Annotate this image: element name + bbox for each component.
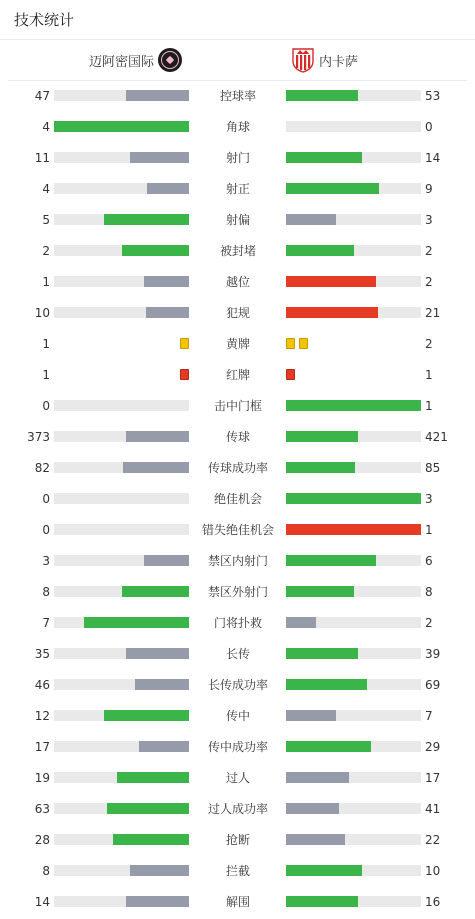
away-value: 2 — [425, 275, 433, 289]
away-bar — [286, 431, 421, 442]
away-bar — [286, 307, 421, 318]
home-bar-fill — [123, 462, 189, 473]
stat-label: 角球 — [225, 120, 250, 134]
home-value: 5 — [42, 213, 50, 227]
home-value: 3 — [42, 554, 50, 568]
away-value: 8 — [425, 585, 433, 599]
away-value: 39 — [425, 647, 441, 661]
stat-label: 禁区内射门 — [207, 554, 268, 568]
stat-label: 射偏 — [225, 213, 250, 227]
stat-label: 击中门框 — [213, 399, 262, 413]
home-bar — [54, 431, 189, 442]
away-value: 0 — [425, 120, 433, 134]
stat-label: 控球率 — [219, 89, 256, 103]
away-bar — [286, 648, 421, 659]
away-bar — [286, 214, 421, 225]
away-value: 3 — [425, 492, 433, 506]
stat-label: 拦截 — [225, 864, 250, 878]
away-value: 16 — [425, 895, 441, 909]
home-bar — [54, 741, 189, 752]
home-bar — [54, 648, 189, 659]
stat-label: 传中 — [225, 709, 250, 723]
home-value: 82 — [34, 461, 50, 475]
home-value: 35 — [34, 647, 50, 661]
home-bar-fill — [126, 896, 189, 907]
away-value: 21 — [425, 306, 441, 320]
stat-row — [0, 856, 475, 887]
home-bar-fill — [146, 307, 189, 318]
home-value: 2 — [42, 244, 50, 258]
away-bar — [286, 524, 421, 535]
away-bar — [286, 245, 421, 256]
home-bar — [54, 245, 189, 256]
home-bar-fill — [104, 710, 189, 721]
home-bar-fill — [84, 617, 189, 628]
home-bar-fill — [139, 741, 189, 752]
home-value: 4 — [42, 182, 50, 196]
home-bar — [54, 307, 189, 318]
home-bar — [54, 276, 189, 287]
home-value: 1 — [42, 337, 50, 351]
stat-row — [0, 887, 475, 918]
home-bar — [54, 865, 189, 876]
home-bar — [54, 400, 189, 411]
home-bar — [54, 524, 189, 535]
stat-row — [0, 670, 475, 701]
home-value: 47 — [34, 89, 50, 103]
stat-row — [0, 267, 475, 298]
stat-row — [0, 298, 475, 329]
away-bar-fill — [286, 183, 379, 194]
home-bar — [54, 90, 189, 101]
away-bar — [286, 865, 421, 876]
stat-label: 被封堵 — [219, 244, 256, 258]
away-bar — [286, 152, 421, 163]
away-value: 1 — [425, 523, 433, 537]
stat-row — [0, 81, 475, 112]
stat-row — [0, 732, 475, 763]
home-bar-fill — [126, 431, 189, 442]
away-bar — [286, 586, 421, 597]
stat-label: 过人成功率 — [207, 802, 268, 816]
away-bar — [286, 772, 421, 783]
away-bar — [286, 741, 421, 752]
home-value: 1 — [42, 275, 50, 289]
away-value: 9 — [425, 182, 433, 196]
away-value: 53 — [425, 89, 441, 103]
away-bar-fill — [286, 896, 358, 907]
away-bar-fill — [286, 431, 358, 442]
away-value: 14 — [425, 151, 441, 165]
away-bar — [286, 121, 421, 132]
home-bar-fill — [117, 772, 189, 783]
stat-label: 长传成功率 — [207, 678, 268, 692]
away-bar-fill — [286, 90, 358, 101]
home-value: 19 — [34, 771, 50, 785]
stat-label: 禁区外射门 — [207, 585, 268, 599]
stat-label: 黄牌 — [225, 337, 250, 351]
home-team-logo-icon — [158, 48, 182, 72]
away-bar-fill — [286, 741, 371, 752]
away-bar-fill — [286, 710, 336, 721]
stat-label: 射正 — [225, 182, 250, 196]
home-bar-fill — [104, 214, 189, 225]
section-title: 技术统计 — [0, 0, 475, 40]
stat-row — [0, 360, 475, 391]
away-value: 1 — [425, 368, 433, 382]
stat-row — [0, 453, 475, 484]
stat-row — [0, 484, 475, 515]
away-value: 85 — [425, 461, 441, 475]
away-cards — [286, 338, 308, 351]
home-bar — [54, 834, 189, 845]
away-bar-fill — [286, 834, 345, 845]
away-bar-fill — [286, 555, 376, 566]
home-bar — [54, 214, 189, 225]
away-value: 41 — [425, 802, 441, 816]
home-value: 63 — [34, 802, 50, 816]
home-value: 7 — [42, 616, 50, 630]
away-bar-fill — [286, 524, 421, 535]
stat-label: 门将扑救 — [213, 616, 262, 630]
away-bar — [286, 896, 421, 907]
stat-label: 过人 — [225, 771, 250, 785]
away-bar — [286, 400, 421, 411]
stat-row — [0, 794, 475, 825]
stat-label: 绝佳机会 — [213, 492, 262, 506]
home-value: 14 — [34, 895, 50, 909]
home-value: 10 — [34, 306, 50, 320]
away-value: 3 — [425, 213, 433, 227]
away-value: 2 — [425, 337, 433, 351]
away-value: 2 — [425, 244, 433, 258]
home-bar — [54, 555, 189, 566]
home-bar-fill — [107, 803, 189, 814]
away-team-name: 内卡萨 — [319, 54, 359, 70]
stat-label: 错失绝佳机会 — [201, 523, 274, 537]
away-bar — [286, 834, 421, 845]
away-cards — [286, 369, 295, 382]
away-value: 6 — [425, 554, 433, 568]
home-bar-fill — [135, 679, 189, 690]
home-value: 12 — [34, 709, 50, 723]
home-value: 11 — [34, 151, 50, 165]
home-cards — [180, 338, 189, 351]
away-bar — [286, 276, 421, 287]
stat-row — [0, 763, 475, 794]
home-bar — [54, 183, 189, 194]
stat-label: 长传 — [225, 647, 250, 661]
away-value: 7 — [425, 709, 433, 723]
home-bar — [54, 121, 189, 132]
away-value: 22 — [425, 833, 441, 847]
away-team[interactable] — [291, 40, 358, 80]
away-value: 421 — [425, 430, 448, 444]
home-bar — [54, 462, 189, 473]
stat-row — [0, 825, 475, 856]
home-bar — [54, 617, 189, 628]
home-value: 0 — [42, 523, 50, 537]
stat-row — [0, 639, 475, 670]
stat-row — [0, 577, 475, 608]
stat-row — [0, 329, 475, 360]
home-bar-fill — [130, 152, 189, 163]
home-team[interactable] — [89, 40, 182, 80]
yellow-card-icon — [180, 338, 189, 349]
away-bar-fill — [286, 493, 421, 504]
away-bar-fill — [286, 803, 339, 814]
away-bar-fill — [286, 865, 362, 876]
away-bar-fill — [286, 462, 355, 473]
stat-label: 抢断 — [225, 833, 250, 847]
away-bar-fill — [286, 617, 316, 628]
home-bar-fill — [54, 121, 189, 132]
teams-header — [8, 40, 467, 81]
stat-label: 越位 — [225, 275, 250, 289]
stat-row — [0, 515, 475, 546]
home-bar-fill — [144, 555, 189, 566]
home-value: 0 — [42, 399, 50, 413]
away-value: 2 — [425, 616, 433, 630]
red-card-icon — [286, 369, 295, 380]
home-bar-fill — [144, 276, 189, 287]
stat-label: 传中成功率 — [207, 740, 268, 754]
away-bar — [286, 183, 421, 194]
home-value: 4 — [42, 120, 50, 134]
stat-label: 传球成功率 — [207, 461, 268, 475]
home-bar-fill — [122, 245, 190, 256]
away-value: 17 — [425, 771, 441, 785]
away-team-logo-icon — [291, 47, 315, 73]
stat-label: 射门 — [225, 151, 250, 165]
home-bar-fill — [147, 183, 189, 194]
home-bar — [54, 710, 189, 721]
yellow-card-icon — [286, 338, 295, 349]
home-bar-fill — [126, 90, 189, 101]
away-value: 1 — [425, 399, 433, 413]
away-bar-fill — [286, 152, 362, 163]
away-value: 10 — [425, 864, 441, 878]
home-value: 17 — [34, 740, 50, 754]
stat-label: 犯规 — [225, 306, 250, 320]
home-bar — [54, 493, 189, 504]
red-card-icon — [180, 369, 189, 380]
home-bar-fill — [113, 834, 189, 845]
yellow-card-icon — [299, 338, 308, 349]
home-value: 373 — [27, 430, 50, 444]
stat-label: 解围 — [225, 895, 250, 909]
home-value: 8 — [42, 585, 50, 599]
away-bar-fill — [286, 307, 378, 318]
stat-row — [0, 701, 475, 732]
away-bar — [286, 679, 421, 690]
away-bar — [286, 710, 421, 721]
away-bar — [286, 803, 421, 814]
stat-row — [0, 143, 475, 174]
home-bar-fill — [122, 586, 190, 597]
stat-row — [0, 112, 475, 143]
home-value: 0 — [42, 492, 50, 506]
stats-list — [0, 81, 475, 918]
stat-row — [0, 546, 475, 577]
home-value: 46 — [34, 678, 50, 692]
home-value: 28 — [34, 833, 50, 847]
stat-label: 传球 — [225, 430, 250, 444]
away-bar-fill — [286, 679, 367, 690]
home-bar — [54, 152, 189, 163]
away-bar — [286, 90, 421, 101]
home-bar-fill — [130, 865, 189, 876]
away-value: 69 — [425, 678, 441, 692]
stat-row — [0, 236, 475, 267]
stat-row — [0, 391, 475, 422]
away-bar — [286, 493, 421, 504]
home-bar-fill — [126, 648, 189, 659]
stat-row — [0, 174, 475, 205]
home-value: 1 — [42, 368, 50, 382]
home-bar — [54, 896, 189, 907]
away-value: 29 — [425, 740, 441, 754]
stat-row — [0, 422, 475, 453]
away-bar-fill — [286, 245, 354, 256]
away-bar-fill — [286, 586, 354, 597]
home-bar — [54, 772, 189, 783]
home-cards — [180, 369, 189, 382]
home-value: 8 — [42, 864, 50, 878]
away-bar — [286, 617, 421, 628]
away-bar — [286, 462, 421, 473]
stat-row — [0, 608, 475, 639]
home-bar — [54, 679, 189, 690]
away-bar-fill — [286, 772, 349, 783]
home-team-name: 迈阿密国际 — [88, 54, 154, 70]
home-bar — [54, 803, 189, 814]
away-bar-fill — [286, 400, 421, 411]
away-bar — [286, 555, 421, 566]
away-bar-fill — [286, 214, 336, 225]
stat-row — [0, 205, 475, 236]
away-bar-fill — [286, 648, 358, 659]
stat-label: 红牌 — [225, 368, 250, 382]
home-bar — [54, 586, 189, 597]
away-bar-fill — [286, 276, 376, 287]
